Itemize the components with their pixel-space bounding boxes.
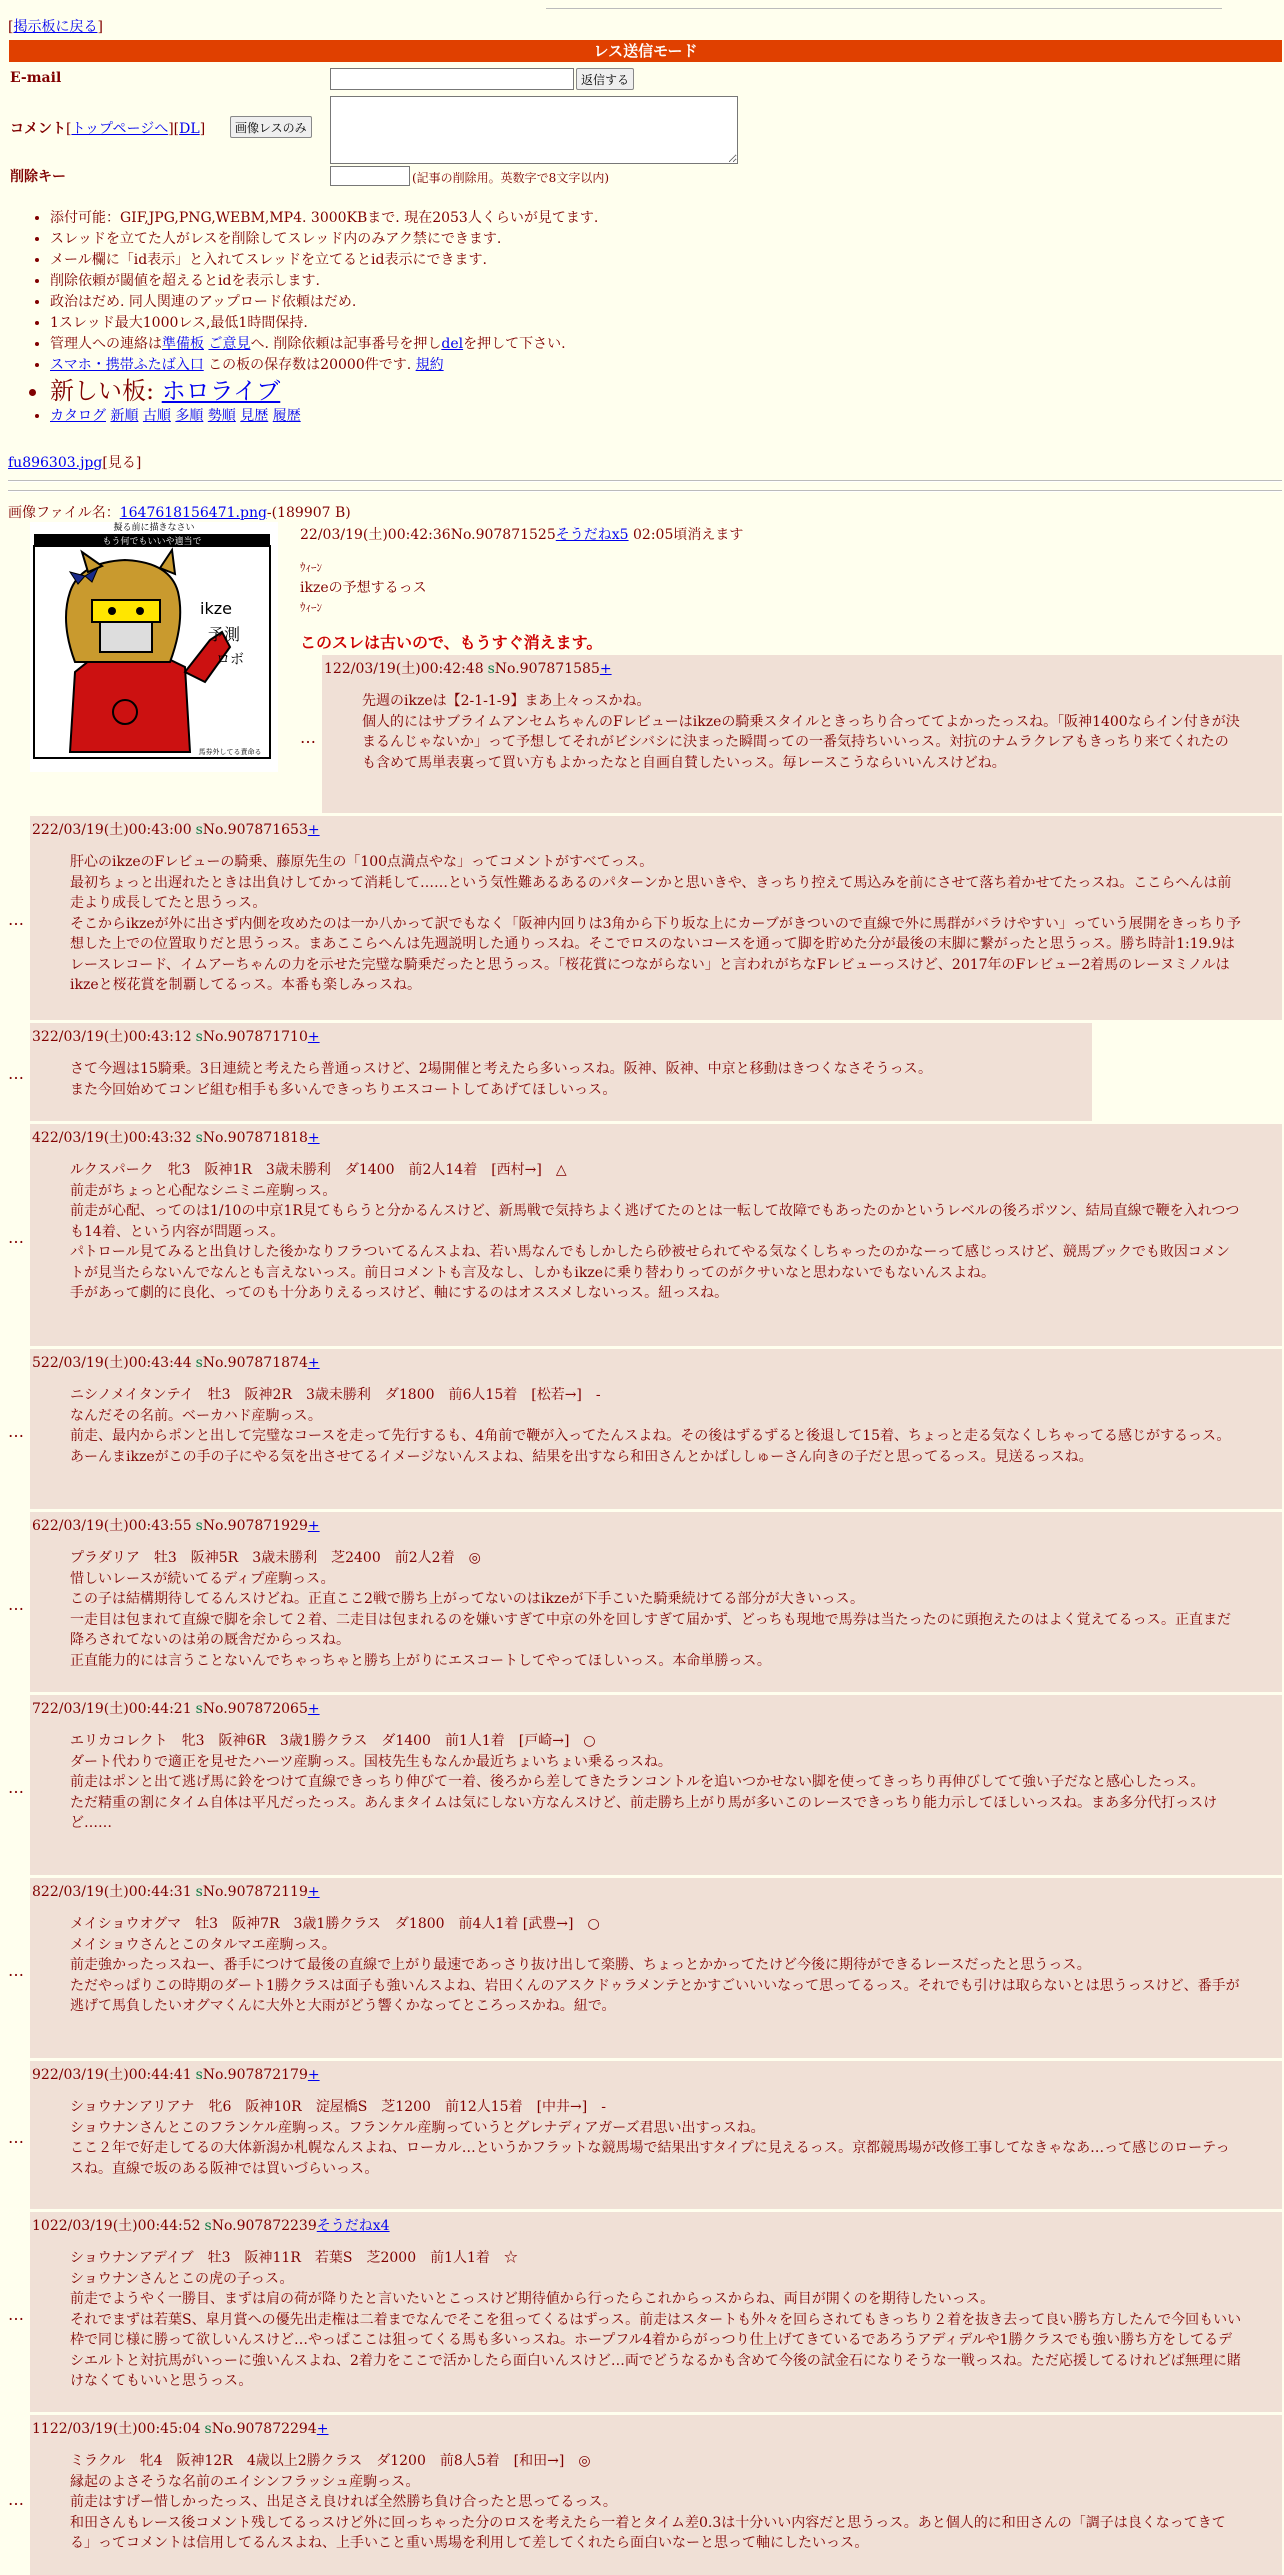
view-label: [見る] bbox=[102, 455, 142, 471]
op-soudane-button[interactable]: そうだねx5 bbox=[555, 527, 629, 543]
image-only-button[interactable]: 画像レスのみ bbox=[230, 116, 312, 138]
reply-number: 3 bbox=[32, 1029, 41, 1045]
reply-soudane-button[interactable]: そうだねx4 bbox=[316, 2218, 390, 2234]
reply-indent-dots: … bbox=[8, 1961, 24, 1980]
rule-item-contact: • 管理人への連絡は準備板 ご意見へ. 削除依頼は記事番号を押しdelを押して下さい. bbox=[50, 334, 598, 355]
reply-line: この子は結構期待してるんスけどね。正直ここ2戦で勝ち上がってないのはikzeが下手こいた騎乗続けてる部分が大きいっス。 bbox=[70, 1591, 864, 1607]
divider bbox=[8, 480, 1282, 482]
reply-header bbox=[32, 2215, 390, 2235]
reply-header bbox=[324, 658, 612, 678]
reply-line: 前走はすげー惜しかったっス、出足さえ良ければ全然勝ち負け合ったと思ってるっス。 bbox=[70, 2494, 617, 2510]
reply-line: ショウナンアデイブ 牡3 阪神11R 若葉S 芝2000 前1人1着 ☆ bbox=[70, 2250, 518, 2266]
thumb-text-ikze: ikze bbox=[200, 599, 232, 618]
reply-post bbox=[30, 1023, 1092, 1121]
reply-post bbox=[30, 1878, 1282, 2058]
reply-post-number[interactable]: No.907871929 bbox=[202, 1518, 308, 1534]
op-file-info: 画像ファイル名：1647618156471.png-(189907 B) bbox=[8, 505, 351, 521]
uploaded-image-link[interactable]: fu896303.jpg bbox=[8, 455, 103, 471]
reply-date: 22/03/19(土)00:42:48 bbox=[332, 661, 484, 677]
reply-line: 個人的にはサブライムアンセムちゃんのFレビューはikzeの騎乗スタイルときっちり合っててよかったっスね。「阪神1400ならイン付きが決まるんじゃないか」って予想してそれがビシバシに決まった瞬間っての一番気持ちいいっス。対抗のナムラクレアもきっちり来てくれたのも含めて馬単表裏って買い方もよかったなと自画自賛したいっス。毎レースこうならいいんスけどね。 bbox=[362, 713, 1240, 771]
reply-line: ショウナンアリアナ 牝6 阪神10R 淀屋橋S 芝1200 前12人15着 [中井→] - bbox=[70, 2099, 606, 2115]
del-link[interactable]: del bbox=[441, 336, 464, 352]
reply-number: 11 bbox=[32, 2421, 50, 2437]
rule-item: • 削除依頼が閾値を超えるとidを表示します. bbox=[50, 271, 598, 292]
reply-line: また今回始めてコンビ組む相手も多いんできっちりエスコートしてあげてほしいっス。 bbox=[70, 1081, 617, 1098]
reply-sid: s bbox=[487, 661, 495, 677]
prep-board-link[interactable]: 準備板 bbox=[162, 336, 204, 352]
sort-momentum-link[interactable]: 勢順 bbox=[207, 408, 236, 424]
viewed-history-link[interactable]: 見歴 bbox=[240, 408, 269, 424]
reply-line: 先週のikzeは【2-1-1-9】まあ上々っスかね。 bbox=[362, 693, 651, 709]
rule-item: • スレッドを立てた人がレスを削除してスレッド内のみアク禁にできます. bbox=[50, 229, 598, 250]
thumb-credit: 馬券外してる責命る bbox=[198, 748, 262, 756]
reply-date: 22/03/19(土)00:43:00 bbox=[40, 822, 192, 838]
divider bbox=[8, 490, 1282, 492]
reply-header bbox=[32, 1127, 320, 1147]
email-label: E-mail bbox=[10, 70, 62, 86]
new-board-item: • 新しい板: ホロライブ bbox=[50, 376, 598, 406]
reply-line: 前走はポンと出て逃げ馬に鈴をつけて直線できっちり伸びて一着、後ろから差してきたランコントルを追いつかせない脚を使ってきっちり再伸びしてて強い子だなと感心したっス。 bbox=[70, 1774, 1205, 1790]
terms-link[interactable]: 規約 bbox=[415, 357, 444, 373]
top-divider bbox=[546, 8, 1222, 9]
reply-line: 惜しいレースが続いてるディプ産駒っス。 bbox=[70, 1570, 335, 1587]
reply-indent-dots: … bbox=[8, 2305, 24, 2324]
reply-date: 22/03/19(土)00:43:32 bbox=[40, 1130, 192, 1146]
delete-key-label: 削除キー bbox=[10, 169, 66, 185]
reply-sid: s bbox=[195, 1029, 203, 1045]
delete-key-note: (記事の削除用。英数字で8文字以内) bbox=[412, 171, 609, 185]
reply-post bbox=[30, 1124, 1282, 1346]
reply-number: 7 bbox=[32, 1701, 41, 1717]
reply-soudane-button[interactable]: + bbox=[307, 1884, 320, 1900]
delete-key-field[interactable] bbox=[330, 166, 410, 186]
reply-sid: s bbox=[195, 1518, 203, 1534]
old-thread-warning: このスレは古いので、もうすぐ消えます。 bbox=[300, 633, 603, 652]
reply-number: 10 bbox=[32, 2218, 50, 2234]
reply-line: エリカコレクト 牝3 阪神6R 3歳1勝クラス ダ1400 前1人1着 [戸崎→] ○ bbox=[70, 1733, 596, 1749]
comment-textarea[interactable] bbox=[330, 96, 738, 164]
op-date: 22/03/19(土)00:42:36 bbox=[300, 527, 451, 543]
thumb-text-yosoku: 予測 bbox=[208, 625, 241, 644]
back-nav bbox=[8, 16, 103, 36]
reply-number: 8 bbox=[32, 1884, 41, 1900]
reply-number: 5 bbox=[32, 1355, 41, 1371]
uploaded-image-row bbox=[8, 452, 141, 472]
op-post-number[interactable]: No.907871525 bbox=[450, 527, 556, 543]
reply-body bbox=[70, 1731, 1242, 1834]
reply-post-number[interactable]: No.907871710 bbox=[202, 1029, 308, 1045]
reply-number: 9 bbox=[32, 2067, 41, 2083]
reply-number: 2 bbox=[32, 822, 41, 838]
feedback-link[interactable]: ご意見 bbox=[208, 336, 251, 352]
reply-soudane-button[interactable]: + bbox=[307, 1029, 320, 1045]
rule-item: • 1スレッド最大1000レス,最低1時間保持. bbox=[50, 313, 598, 334]
reply-body bbox=[70, 1548, 1242, 1671]
reply-line: さて今週は15騎乗。3日連続と考えたら普通っスけど、2場開催と考えたら多いっスね。阪神、阪神、中京と移動はきつくなさそうっス。 bbox=[70, 1061, 933, 1077]
reply-header bbox=[32, 819, 320, 839]
reply-date: 22/03/19(土)00:43:44 bbox=[40, 1355, 192, 1371]
reply-post-number[interactable]: No.907871818 bbox=[202, 1130, 308, 1146]
reply-post-number[interactable]: No.907872294 bbox=[211, 2421, 317, 2437]
reply-line: ダート代わりで適正を見せたハーツ産駒っス。国枝先生もなんか最近ちょいちょい乗るっスね。 bbox=[70, 1753, 672, 1770]
rule-item: • メール欄に「id表示」と入れてスレッドを立てるとid表示にできます. bbox=[50, 250, 598, 271]
reply-date: 22/03/19(土)00:44:41 bbox=[40, 2067, 192, 2083]
reply-post bbox=[30, 2212, 1282, 2412]
reply-line: そこからikzeが外に出さず内側を攻めたのは一か八かって訳でもなく「阪神内回りは3角から下り坂な上にカーブがきついので直線で外に馬群がバラけやすい」っていう展開をきっちり予想した上での位置取りだと思うっス。まあここらへんは先週説明した通りっスね。そこでロスのないコースを通って脚を貯めた分が最後の末脚に繋がったと思うっス。勝ち時計1:19.9はレースレコード、イムアーちゃんの力を示せた完璧な騎乗だったと思うっス。「桜花賞につながらない」と言われがちなFレビューっスけど、2017年のFレビュー2着馬のレーヌミノルはikzeと桜花賞を制覇してるっス。本番も楽しみっスね。 bbox=[70, 915, 1241, 993]
reply-header bbox=[32, 1026, 320, 1046]
reply-post-number[interactable]: No.907872239 bbox=[211, 2218, 317, 2234]
reply-header bbox=[32, 1352, 320, 1372]
reply-post-number[interactable]: No.907872179 bbox=[202, 2067, 308, 2083]
reply-post bbox=[30, 1695, 1282, 1875]
reply-line: メイショウさんとこのタルマエ産駒っス。 bbox=[70, 1936, 336, 1953]
catalog-link[interactable]: カタログ bbox=[50, 408, 106, 424]
reply-post bbox=[30, 1349, 1282, 1509]
reply-line: 前走でようやく一勝目、まずは肩の荷が降りたと言いたいとこっスけど期待値から行ったらこれからっスからね、両目が開くのを期待したいっス。 bbox=[70, 2291, 995, 2307]
reply-soudane-button[interactable]: + bbox=[316, 2421, 329, 2437]
reply-indent-dots: … bbox=[8, 1778, 24, 1797]
reply-post bbox=[30, 2415, 1282, 2575]
reply-body bbox=[70, 2451, 1242, 2554]
reply-soudane-button[interactable]: + bbox=[307, 1355, 320, 1371]
op-header bbox=[300, 524, 743, 544]
submit-reply-button[interactable]: 返信する bbox=[576, 68, 634, 90]
reply-line: なんだその名前。ベーカハド産駒っス。 bbox=[70, 1407, 322, 1424]
reply-line: 前走が心配、ってのは1/10の中京1R見てもらうと分かるんスけど、新馬戦で気持ちよく逃げてたのとは一転して故障でもあったのかというレベルの後ろポツン、結局直線で鞭を入れつつも14着、という内容が問題っス。 bbox=[70, 1203, 1240, 1240]
reply-line: パトロール見てみると出負けした後かなりフラついてるんスよね、若い馬なんでもしかしたら砂被せられてやる気なくしちゃったのかなーって感じっスけど、競馬ブックでも敗因コメントが見当たらないんでなんとも言えないっス。前日コメントも言及なし、しかもikzeに乗り替わりってのがクサいなと思わないでもないんスよね。 bbox=[70, 1244, 1230, 1281]
reply-post-number[interactable]: No.907872065 bbox=[202, 1701, 308, 1717]
reply-date: 22/03/19(土)00:43:55 bbox=[40, 1518, 192, 1534]
board-rules bbox=[8, 208, 598, 427]
reply-soudane-button[interactable]: + bbox=[307, 1130, 320, 1146]
reply-line: それでまずは若葉S、皐月賞への優先出走権は二着までなんでそこを狙ってくるはずっス。前走はスタートも外々を回らされてもきっちり２着を抜き去って良い勝ち方したんで今回もいい枠で同じ様に勝って欲しいんスけど…やっぱここは狙ってくる馬も多いっスね。ホープフル4着からがっつり仕上げてきているであろうアディデルや1勝クラスでも強い勝ち方をしてるデシエルトと対抗馬がいっーに強いんスよね、2着力をここで活かしたら面白いんスけど…両でどうなるかも含めて今後の試金石になりそうな一戦っスね。ただ応援してるけれどば無理に賭けなくてもいいと思うっス。 bbox=[70, 2311, 1242, 2389]
reply-number: 4 bbox=[32, 1130, 41, 1146]
bracket-open: [ bbox=[8, 19, 14, 35]
bracket-close: ] bbox=[97, 19, 103, 35]
reply-indent-dots: … bbox=[8, 1595, 24, 1614]
reply-line: ただ精重の割にタイム自体は平凡だったっス。あんまタイムは気にしない方なんスけど、前走勝ち上がり馬が多いこのレースできっちり能力示してほしいっスね。まあ多分代打っスけど…… bbox=[70, 1794, 1218, 1831]
reply-post-number[interactable]: No.907871653 bbox=[202, 822, 308, 838]
comment-label: コメント bbox=[10, 121, 66, 137]
back-to-board-link[interactable]: 掲示板に戻る bbox=[13, 19, 98, 35]
reply-sid: s bbox=[195, 822, 203, 838]
reply-body bbox=[362, 691, 1242, 773]
reply-line: 和田さんもレース後コメント残してるっスけど外に回っちゃった分のロスを考えたら一着とタイム差0.3は十分いい内容だと思うっス。あと個人的に和田さんの「調子は良くなってきてる」ってコメントは信用してるんスよね、上手いこと重い馬場を利用して差してくれたら面白いなーと思って軸にしたいっス。 bbox=[70, 2514, 1226, 2551]
reply-post bbox=[30, 1512, 1282, 1692]
post-history-link[interactable]: 履歴 bbox=[272, 408, 301, 424]
reply-line: ルクスパーク 牝3 阪神1R 3歳未勝利 ダ1400 前2人14着 [西村→] △ bbox=[70, 1162, 567, 1178]
reply-line: ショウナンさんとこの虎の子っス。 bbox=[70, 2270, 294, 2287]
reply-post bbox=[322, 655, 1282, 813]
reply-line: 一走目は包まれて直線で脚を余して２着、二走目は包まれるのを嫌いすぎて中京の外を回しすぎて届かず、どっちも現地で馬券は当たったのに頭抱えたのはよく覚えてるっス。正直まだ降ろされてないのは弟の厩舎だからっスね。 bbox=[70, 1611, 1232, 1648]
reply-line: 最初ちょっと出遅れたときは出負けしてかって消耗して……という気性難あるあるのパターンかと思いきや、きっちり控えて馬込みを前にさせて落ち着かせてたっスね。ここらへんは前走より成長してたと思うっス。 bbox=[70, 874, 1232, 911]
email-field[interactable] bbox=[330, 68, 574, 90]
reply-header bbox=[32, 1881, 320, 1901]
reply-body bbox=[70, 1160, 1242, 1304]
reply-line: 前走がちょっと心配なシニミニ産駒っス。 bbox=[70, 1182, 337, 1199]
op-image-link[interactable]: 1647618156471.png bbox=[119, 505, 267, 521]
reply-date: 22/03/19(土)00:44:21 bbox=[40, 1701, 192, 1717]
op-body: ｳｨｰﾝ ikzeの予想するっス ｳｨｰﾝ bbox=[300, 561, 427, 614]
reply-number: 1 bbox=[324, 661, 333, 677]
reply-sid: s bbox=[204, 2218, 212, 2234]
reply-sid: s bbox=[195, 1701, 203, 1717]
reply-indent-dots: … bbox=[8, 2128, 24, 2147]
sort-many-link[interactable]: 多順 bbox=[175, 408, 204, 424]
reply-sid: s bbox=[195, 1355, 203, 1371]
sort-old-link[interactable]: 古順 bbox=[142, 408, 171, 424]
thumb-text-robo: ロボ bbox=[216, 652, 244, 668]
catalog-nav bbox=[50, 406, 598, 427]
reply-body bbox=[70, 1059, 1052, 1100]
reply-line: 手があって劇的に良化、ってのも十分ありえるっスけど、軸にするのはオススメしないっス。紐っスね。 bbox=[70, 1285, 729, 1301]
reply-mode-banner: レス送信モード bbox=[9, 40, 1282, 62]
reply-body bbox=[70, 852, 1242, 996]
reply-indent-dots: … bbox=[8, 2490, 24, 2509]
reply-number: 6 bbox=[32, 1518, 41, 1534]
thumb-caption-top: 擬る前に描きなさい bbox=[113, 523, 195, 533]
thumb-caption-bar: もう何でもいいや適当で bbox=[102, 537, 202, 547]
reply-date: 22/03/19(土)00:43:12 bbox=[40, 1029, 192, 1045]
rule-item: • 添付可能：GIF,JPG,PNG,WEBM,MP4. 3000KBまで. 現在2053人くらいが見てます. bbox=[50, 208, 598, 229]
reply-body bbox=[70, 1914, 1242, 2017]
reply-date: 22/03/19(土)00:45:04 bbox=[49, 2421, 201, 2437]
reply-line: ミラクル 牝4 阪神12R 4歳以上2勝クラス ダ1200 前8人5着 [和田→] ◎ bbox=[70, 2453, 591, 2469]
reply-date: 22/03/19(土)00:44:52 bbox=[49, 2218, 201, 2234]
reply-header bbox=[32, 2064, 320, 2084]
rule-item: • 政治はだめ. 同人関連のアップロード依頼はだめ. bbox=[50, 292, 598, 313]
reply-body bbox=[70, 1385, 1242, 1467]
hololive-board-link[interactable]: ホロライブ bbox=[161, 377, 281, 405]
reply-sid: s bbox=[195, 1130, 203, 1146]
reply-soudane-button[interactable]: + bbox=[307, 822, 320, 838]
reply-line: 前走、最内からポンと出して完璧なコースを走って先行するも、4角前で鞭が入ってたんスよね。その後はずるずると後退して15着、ちょっと走る気なくしちゃってる感じがするっス。 bbox=[70, 1428, 1231, 1444]
reply-sid: s bbox=[195, 1884, 203, 1900]
reply-soudane-button[interactable]: + bbox=[307, 1518, 320, 1534]
reply-indent-dots: … bbox=[8, 1064, 24, 1083]
op-thumbnail[interactable] bbox=[30, 522, 278, 772]
mobile-entrance-link[interactable]: スマホ・携帯ふたば入口 bbox=[50, 357, 204, 373]
rule-item-mobile: • スマホ・携帯ふたば入口 この板の保存数は20000件です. 規約 bbox=[50, 355, 598, 376]
reply-header bbox=[32, 1515, 320, 1535]
reply-header bbox=[32, 1698, 320, 1718]
robot-horse-girl-illustration bbox=[30, 522, 278, 772]
reply-post bbox=[30, 2061, 1282, 2209]
reply-line: ショウナンさんとこのフランケル産駒っス。フランケル産駒っていうとグレナディアガーズ君思い出すっスね。 bbox=[70, 2119, 765, 2136]
reply-line: プラダリア 牡3 阪神5R 3歳未勝利 芝2400 前2人2着 ◎ bbox=[70, 1550, 481, 1566]
top-page-link[interactable]: トップページへ bbox=[71, 121, 169, 137]
reply-line: メイショウオグマ 牡3 阪神7R 3歳1勝クラス ダ1800 前4人1着 [武豊→] ○ bbox=[70, 1916, 600, 1932]
reply-sid: s bbox=[195, 2067, 203, 2083]
reply-indent-dots: … bbox=[8, 910, 24, 929]
reply-soudane-button[interactable]: + bbox=[307, 2067, 320, 2083]
reply-date: 22/03/19(土)00:44:31 bbox=[40, 1884, 192, 1900]
reply-line: 前走強かったっスねー、番手につけて最後の直線で上がり最速であっさり抜け出して楽勝、ちょっとかかってたけど今後に期待ができるレースだったと思うっス。 bbox=[70, 1957, 1091, 1973]
op-expire-time: 02:05頃消えます bbox=[628, 527, 744, 543]
reply-line: 縁起のよさそうな名前のエイシンフラッシュ産駒っス。 bbox=[70, 2473, 420, 2490]
reply-line: ここ２年で好走してるの大体新潟か札幌なんスよね、ローカル…というかフラットな競馬場で結果出すタイプに見えるっス。京都競馬場が改修工事してなきゃなあ…って感じのローテっスね。直線で坂のある阪神では買いづらいっス。 bbox=[70, 2140, 1230, 2177]
reply-soudane-button[interactable]: + bbox=[307, 1701, 320, 1717]
reply-post bbox=[30, 816, 1282, 1020]
dl-link[interactable]: DL bbox=[179, 121, 200, 137]
reply-line: 正直能力的には言うことないんでちゃっちゃと勝ち上がりにエスコートしてやってほしいっス。本命単勝っス。 bbox=[70, 1652, 771, 1669]
reply-line: ただやっぱりこの時期のダート1勝クラスは面子も強いんスよね、岩田くんのアスクドゥラメンテとかすごいいいなって思ってるっス。それでも引けは取らないとは思うっスけど、番手が逃げて馬負したいオグマくんに大外と大雨がどう響くかなってところっスかね。紐で。 bbox=[70, 1977, 1240, 2014]
reply-body bbox=[70, 2097, 1242, 2179]
reply-line: ニシノメイタンテイ 牡3 阪神2R 3歳未勝利 ダ1800 前6人15着 [松若→] - bbox=[70, 1387, 601, 1403]
comment-label-row: コメント[トップページへ][DL] bbox=[10, 121, 206, 137]
reply-line: 肝心のikzeのFレビューの騎乗、藤原先生の「100点満点やな」ってコメントがすべてっス。 bbox=[70, 854, 654, 870]
reply-post-number[interactable]: No.907871874 bbox=[202, 1355, 308, 1371]
reply-body bbox=[70, 2248, 1242, 2392]
reply-indent-dots: … bbox=[8, 1422, 24, 1441]
reply-post-number[interactable]: No.907872119 bbox=[202, 1884, 308, 1900]
reply-sid: s bbox=[204, 2421, 212, 2437]
sort-new-link[interactable]: 新順 bbox=[110, 408, 139, 424]
reply-soudane-button[interactable]: + bbox=[599, 661, 612, 677]
reply-header bbox=[32, 2418, 329, 2438]
reply-indent-dots: … bbox=[300, 728, 316, 747]
reply-post-number[interactable]: No.907871585 bbox=[494, 661, 600, 677]
reply-indent-dots: … bbox=[8, 1228, 24, 1247]
reply-line: あーんまikzeがこの手の子にやる気を出させてるイメージないんスよね、結果を出すなら和田さんとかばししゅーさん向きの子だと思ってるっス。見送るっスね。 bbox=[70, 1448, 1093, 1465]
